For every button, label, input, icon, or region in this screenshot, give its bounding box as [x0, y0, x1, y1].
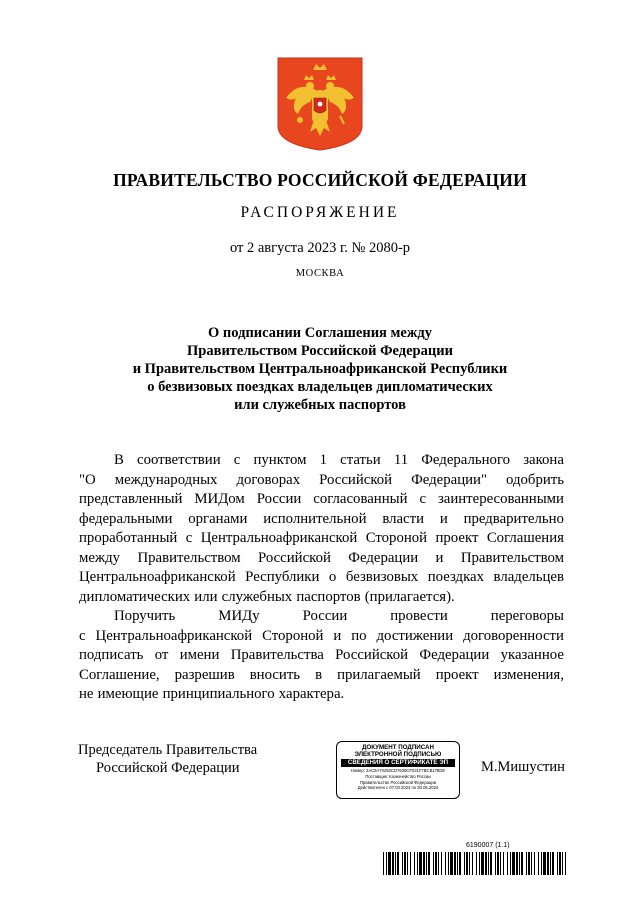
body-line: дипломатических или служебных паспортов (прилагается).: [79, 588, 455, 605]
document-date-number: от 2 августа 2023 г. № 2080-р: [229, 240, 411, 256]
document-type: РАСПОРЯЖЕНИЕ: [240, 204, 400, 221]
signatory-name: М.Мишустин: [481, 759, 565, 775]
body-line: федеральными органами исполнительной власти и предварительно: [79, 510, 564, 527]
barcode-image: [383, 852, 566, 875]
body-line: подписать от имени Правительства Российской Федерации указанное: [79, 647, 564, 663]
stamp-owner: Правительство Российской Федерации: [359, 779, 437, 785]
document-subject: [0, 324, 640, 414]
body-line: проработанный с Центральноафриканской Стороной проект Соглашения: [79, 530, 564, 546]
body-line: В соответствии с пунктом 1 статьи 11 Федерального закона: [114, 452, 564, 468]
government-title: ПРАВИТЕЛЬСТВО РОССИЙСКОЙ ФЕДЕРАЦИИ: [113, 170, 527, 190]
body-line: Центральноафриканской Республики о безвизовых поездках владельцев: [79, 569, 564, 585]
body-line: Соглашение, разрешив вносить в прилагаемый проект изменения,: [79, 666, 564, 683]
body-line: Поручить МИДу России провести переговоры: [114, 608, 564, 624]
subject-line: О подписании Соглашения между: [208, 325, 432, 341]
document-body: [79, 451, 564, 705]
stamp-line: ДОКУМЕНТ ПОДПИСАН: [362, 744, 434, 751]
signatory-position: [78, 741, 257, 777]
body-line: не имеющие принципиального характера.: [79, 686, 345, 702]
body-line: представленный МИДом России согласованный с заинтересованными: [79, 491, 564, 507]
signatory-position-line: Российской Федерации: [96, 760, 240, 776]
subject-line: и Правительством Центральноафриканской Республики: [132, 361, 508, 377]
stamp-line: ЭЛЕКТРОННОЙ ПОДПИСЬЮ: [354, 751, 442, 759]
subject-line: Правительством Российской Федерации: [187, 343, 453, 359]
stamp-validity: Действителен с 07.03.2023 по 30.05.2024: [357, 785, 439, 791]
document-code: 6190007 (1.1): [466, 842, 510, 849]
subject-line: или служебных паспортов: [234, 397, 406, 413]
body-line: с Центральноафриканской Стороной и по достижении договоренности: [79, 627, 564, 644]
stamp-serial: Номер: 2AC5A70250CD7630CF031F7BCB178DE: [350, 768, 446, 774]
signatory-position-line: Председатель Правительства: [78, 742, 258, 758]
city-name: МОСКВА: [295, 268, 345, 279]
stamp-supplier: Поставщик: Казначейство России: [365, 774, 431, 779]
stamp-banner: СВЕДЕНИЯ О СЕРТИФИКАТЕ ЭП: [341, 759, 455, 767]
electronic-signature-stamp: [336, 741, 460, 799]
body-line: между Правительством Российской Федерации и Правительством: [79, 549, 564, 566]
coat-of-arms-emblem: [276, 56, 364, 152]
body-line: "О международных договорах Российской Федерации" одобрить: [79, 471, 564, 488]
subject-line: о безвизовых поездках владельцев дипломатических: [147, 379, 493, 395]
